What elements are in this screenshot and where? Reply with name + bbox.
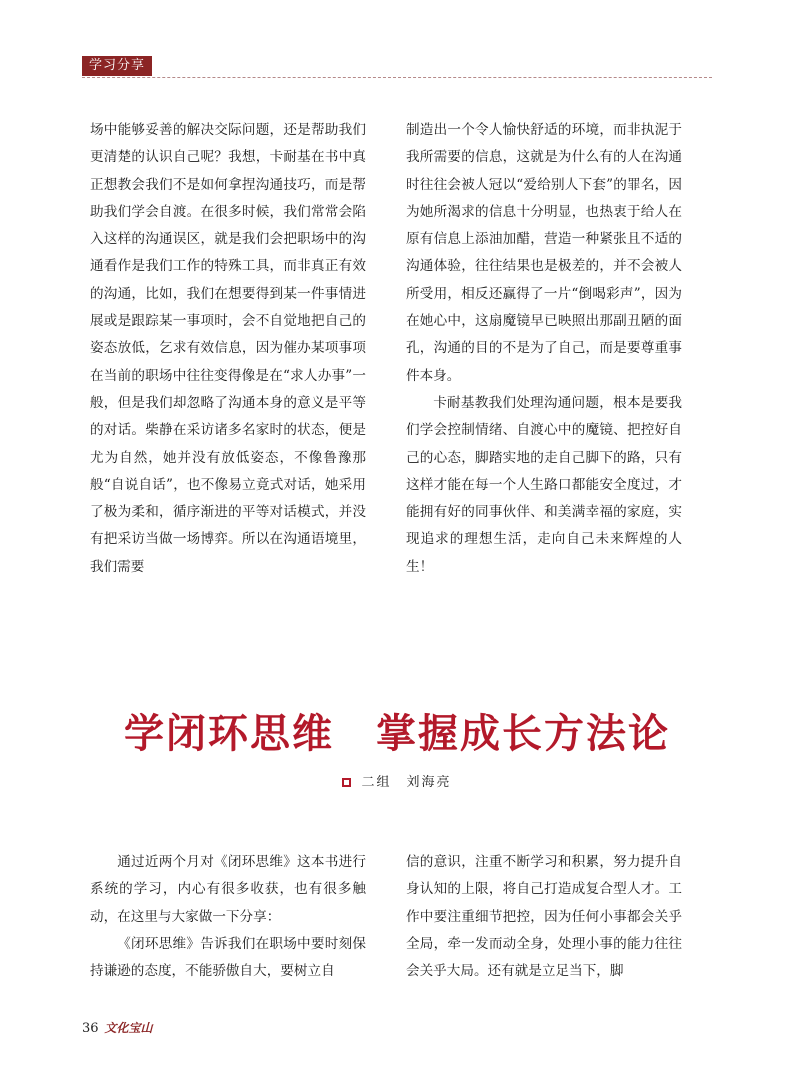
article1-col1-paragraph-1: 场中能够妥善的解决交际问题，还是帮助我们更清楚的认识自己呢？我想，卡耐基在书中真正想教会我们不是如何拿捏沟通技巧，而是帮助我们学会自渡。在很多时候，我们常常会陷入这样的沟通误区，就是我们会把职场中的沟通看作是我们工作的特殊工具，而非真正有效的沟通，比如，我们在想要得到某一件事情进展或是跟踪某一事项时，会不自觉地把自己的姿态放低，乞求有效信息，因为催办某项事项在当前的职场中往往变得像是在“求人办事”一般，但是我们却忽略了沟通本身的意义是平等的对话。柴静在采访诸多名家时的状态，便是尤为自然，她并没有放低姿态，不像鲁豫那般“自说自话”，也不像易立竟式对话，她采用了极为柔和，循序渐进的平等对话模式，并没有把采访当做一场博弈。所以在沟通语境里，我们需要 <box>90 122 366 575</box>
article1-col2-paragraph-1: 制造出一个令人愉快舒适的环境，而非执泥于我所需要的信息，这就是为什么有的人在沟通时往往会被人冠以“爱给别人下套”的罪名，因为她所渴求的信息十分明显，也热衷于给人在原有信息上添油加醋，营造一种紧张且不适的沟通体验，往往结果也是极差的，并不会被人所受用，相反还赢得了一片“倒喝彩声”，因为在她心中，这扇魔镜早已映照出那副丑陋的面孔，沟通的目的不是为了自己，而是要尊重事件本身。 <box>406 122 682 384</box>
header-divider <box>82 77 712 78</box>
square-bullet-icon <box>342 778 351 787</box>
article2-column-1 <box>90 849 366 985</box>
byline-text: 二组 刘海亮 <box>361 775 452 790</box>
page-number: 36 <box>82 1021 99 1036</box>
page-footer <box>82 1019 153 1038</box>
article2-byline <box>0 773 794 793</box>
article2-col1-paragraph-2: 《闭环思维》告诉我们在职场中要时刻保持谦逊的态度，不能骄傲自大，要树立自 <box>90 935 366 980</box>
article2-column-2 <box>406 849 682 985</box>
magazine-logo: 文化宝山 <box>104 1021 153 1035</box>
article2-col1-paragraph-1: 通过近两个月对《闭环思维》这本书进行系统的学习，内心有很多收获，也有很多触动，在这里与大家做一下分享： <box>90 854 366 925</box>
article2-title: 学闭环思维 掌握成长方法论 <box>124 711 670 757</box>
article2-col2-paragraph-1: 信的意识，注重不断学习和积累，努力提升自身认知的上限，将自己打造成复合型人才。工作中要注重细节把控，因为任何小事都会关乎全局，牵一发而动全身，处理小事的能力往往会关乎大局。还有就是立足当下，脚 <box>406 854 682 980</box>
article1-col2-paragraph-2: 卡耐基教我们处理沟通问题，根本是要我们学会控制情绪、自渡心中的魔镜、把控好自己的心态，脚踏实地的走自己脚下的路，只有这样才能在每一个人生路口都能安全度过，才能拥有好的同事伙伴、和美满幸福的家庭，实现追求的理想生活，走向自己未来辉煌的人生！ <box>406 394 682 575</box>
section-tag: 学习分享 <box>82 56 152 76</box>
article1-column-1 <box>90 117 366 581</box>
article1-column-2 <box>406 117 682 581</box>
